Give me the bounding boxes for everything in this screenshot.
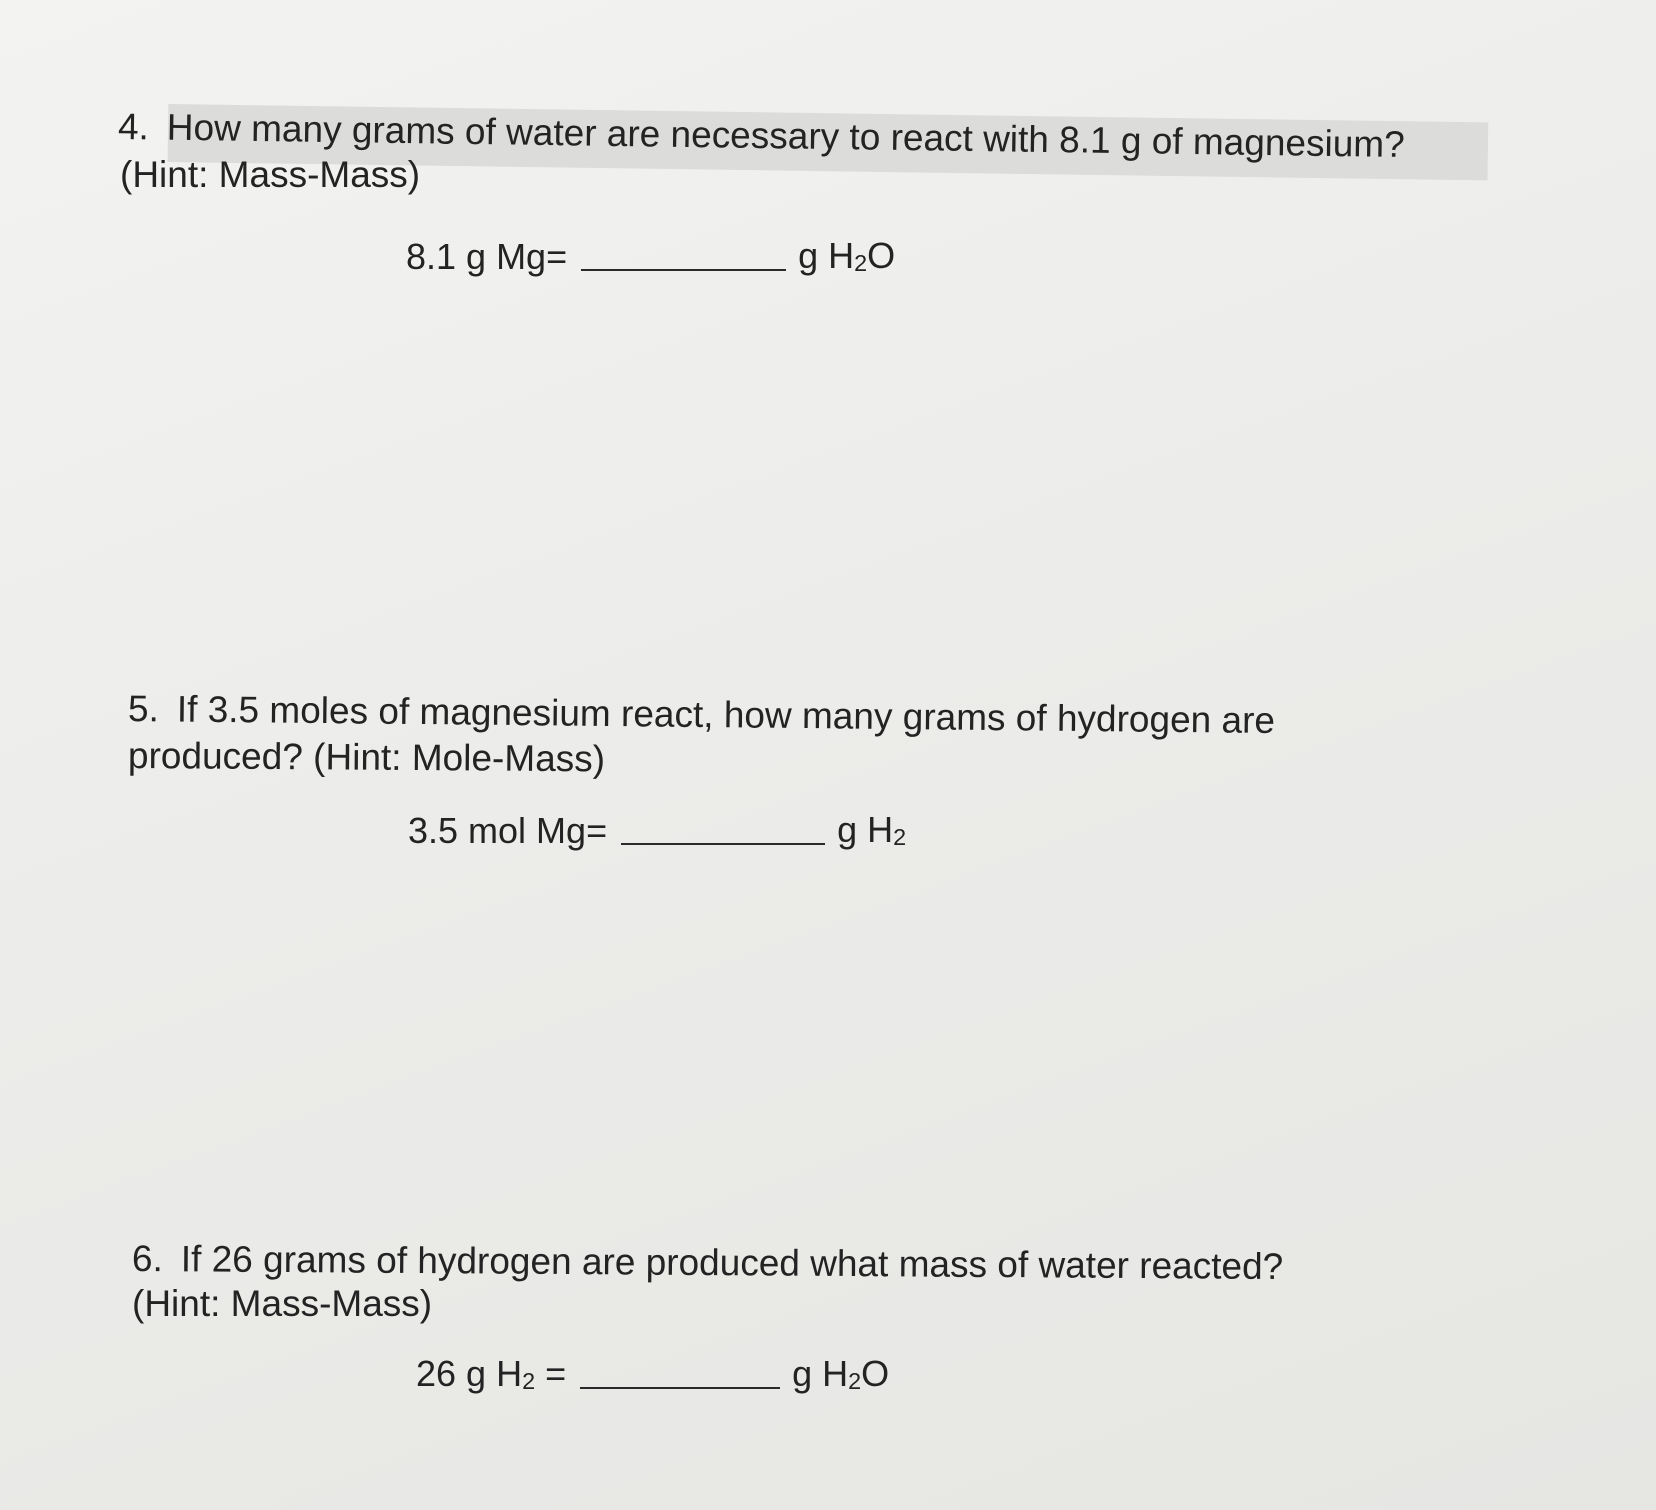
question-6-answer-blank[interactable] (580, 1386, 780, 1389)
question-5-answer-blank[interactable] (621, 842, 825, 845)
question-4-line1: How many grams of water are necessary to react with 8.1 g of magnesium? (166, 106, 1406, 165)
question-5-line1: If 3.5 moles of magnesium react, how many grams of hydrogen are (176, 688, 1276, 742)
question-4-answer-blank[interactable] (581, 268, 786, 271)
question-6-text (131, 1238, 1284, 1288)
question-6-unit: g $H_2O$ (792, 1353, 890, 1394)
question-5-given: 3.5 mol Mg= (408, 810, 608, 852)
question-4-given: 8.1 g Mg= (406, 236, 568, 278)
question-6-line1: If 26 grams of hydrogen are produced what mass of water reacted? (180, 1238, 1284, 1288)
question-6-hint: (Hint: Mass-Mass) (132, 1283, 433, 1324)
question-6-given: 26 g $H_2$ = (416, 1353, 567, 1394)
question-5-number: 5. (127, 688, 160, 730)
question-5-equation (408, 809, 907, 852)
question-6-number: 6. (131, 1238, 164, 1280)
question-5-unit: g $H_2$ (837, 809, 907, 850)
question-5-text (127, 688, 1276, 742)
question-4-hint: (Hint: Mass-Mass) (120, 154, 421, 195)
question-4-number: 4. (117, 106, 150, 148)
question-4-equation (406, 235, 896, 278)
question-6-equation (416, 1353, 890, 1394)
question-4-unit: g $H_2O$ (798, 235, 896, 276)
question-5-hint: produced? (Hint: Mole-Mass) (127, 735, 606, 780)
